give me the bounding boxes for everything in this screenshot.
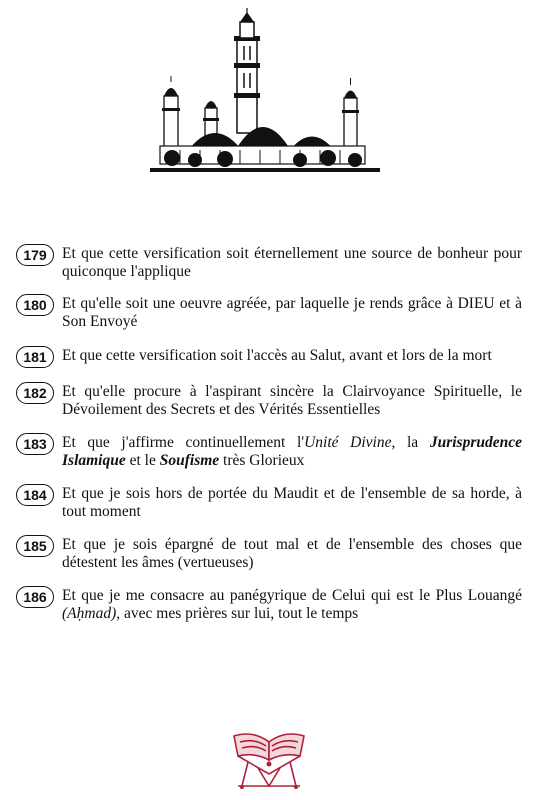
verse-number: 180 bbox=[16, 294, 54, 316]
verse-number: 186 bbox=[16, 586, 54, 608]
verse-number: 183 bbox=[16, 433, 54, 455]
quran-on-stand-icon bbox=[228, 712, 310, 794]
verse-text: Et que je sois épargné de tout mal et de l'ensemble des choses que détestent les âmes (vertueuses) bbox=[62, 536, 522, 571]
verse-number: 184 bbox=[16, 484, 54, 506]
verse-text: Et que cette versification soit l'accès au Salut, avant et lors de la mort bbox=[62, 347, 492, 364]
verse-number: 181 bbox=[16, 346, 54, 368]
verse-number: 185 bbox=[16, 535, 54, 557]
verse-number: 182 bbox=[16, 382, 54, 404]
verse-text: Et que cette versification soit éternellement une source de bonheur pour quiconque l'applique bbox=[62, 245, 522, 280]
verse-number: 179 bbox=[16, 244, 54, 266]
verse-text: Et que j'affirme continuellement l'Unité Divine, la Jurisprudence Islamique et le Soufisme très Glorieux bbox=[62, 434, 522, 469]
verse-text: Et que je sois hors de portée du Maudit et de l'ensemble de sa horde, à tout moment bbox=[62, 485, 522, 520]
verse-text: Et que je me consacre au panégyrique de Celui qui est le Plus Louangé (Aḥmad), avec mes prières sur lui, tout le temps bbox=[62, 587, 522, 622]
mosque-illustration bbox=[150, 8, 380, 183]
verse-text: Et qu'elle procure à l'aspirant sincère la Clairvoyance Spirituelle, le Dévoilement des Secrets et des Vérités Essentielles bbox=[62, 383, 522, 418]
verse-text: Et qu'elle soit une oeuvre agréée, par laquelle je rends grâce à DIEU et à Son Envoyé bbox=[62, 295, 522, 330]
